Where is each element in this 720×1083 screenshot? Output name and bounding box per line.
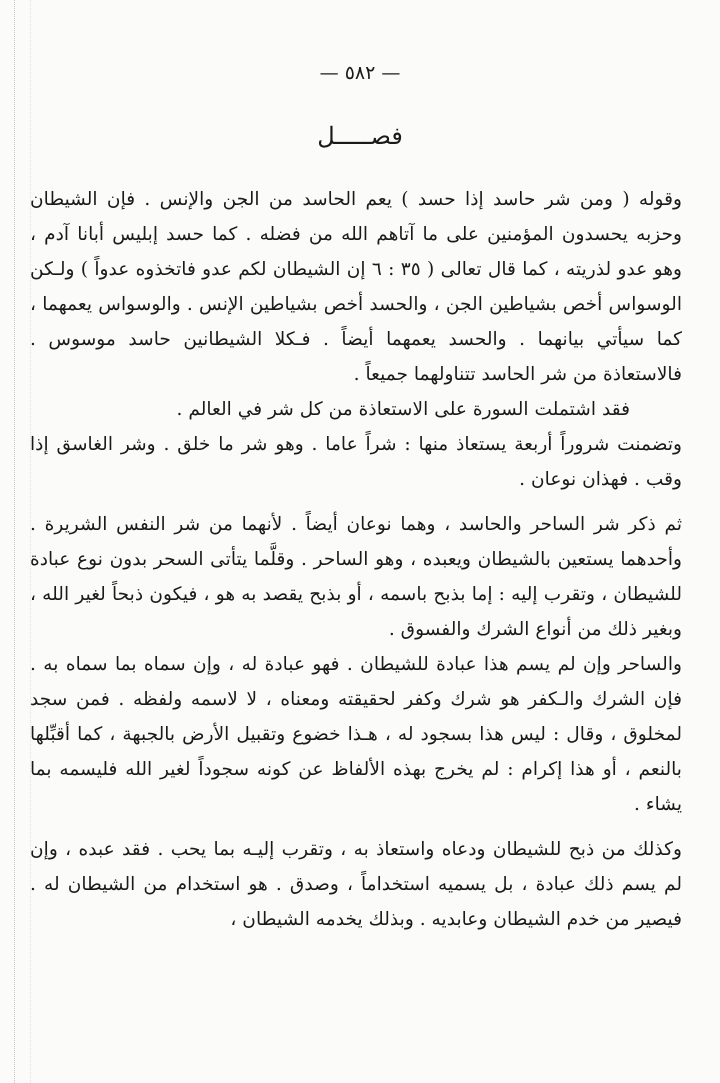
section-title: فصـــــل (317, 122, 403, 150)
scan-edge-mark (14, 0, 16, 1083)
body-text (30, 182, 682, 937)
paragraph: والساحر وإن لم يسم هذا عبادة للشيطان . فهو عبادة له ، وإن سماه بما سماه به . فإن الشرك والـكفر هو شرك وكفر لحقيقته ومعناه ، لا لاسمه ولفظه . فمن سجد لمخلوق ، وقال : ليس هذا بسجود له ، هـذا خضوع وتقبيل الأرض بالجبهة ، كما أقبِّلها بالنعم ، أو هذا إكرام : لم يخرج بهذه الألفاظ عن كونه سجوداً لغير الله فليسمه بما يشاء . (30, 654, 682, 815)
paragraph: فقد اشتملت السورة على الاستعاذة من كل شر في العالم . (176, 399, 630, 420)
page-number: — ٥٨٢ — (319, 62, 401, 84)
paragraph: وتضمنت شروراً أربعة يستعاذ منها : شراً عاما . وهو شر ما خلق . وشر الغاسق إذا وقب . فهذان نوعان . (30, 434, 682, 490)
paragraph: وكذلك من ذبح للشيطان ودعاه واستعاذ به ، وتقرب إليـه بما يحب . فقد عبده ، وإن لم يسم ذلك عبادة ، بل يسميه استخداماً ، وصدق . هو استخدام من الشيطان له . فيصير من خدم الشيطان وعابديه . وبذلك يخدمه الشيطان ، (30, 839, 682, 930)
paragraph: وقوله ( ومن شر حاسد إذا حسد ) يعم الحاسد من الجن والإنس . فإن الشيطان وحزبه يحسدون المؤمنين على ما آتاهم الله من فضله . كما حسد إبليس أبانا آدم ، وهو عدو لذريته ، كما قال تعالى ( ٣٥ : ٦ إن الشيطان لكم عدو فاتخذوه عدواً ) ولـكن الوسواس أخص بشياطين الجن ، والحسد أخص بشياطين الإنس . والوسواس يعمهما ، كما سيأتي بيانهما . والحسد يعمهما أيضاً . فـكلا الشيطانين حاسد موسوس . فالاستعاذة من شر الحاسد تتناولهما جميعاً . (30, 189, 683, 385)
paragraph: ثم ذكر شر الساحر والحاسد ، وهما نوعان أيضاً . لأنهما من شر النفس الشريرة . وأحدهما يستعين بالشيطان ويعبده ، وهو الساحر . وقلَّما يتأتى السحر بدون نوع عبادة للشيطان ، وتقرب إليه : إما بذبح باسمه ، أو بذبح يقصد به هو ، فيكون ذبحاً لغير الله ، وبغير ذلك من أنواع الشرك والفسوق . (30, 514, 682, 640)
